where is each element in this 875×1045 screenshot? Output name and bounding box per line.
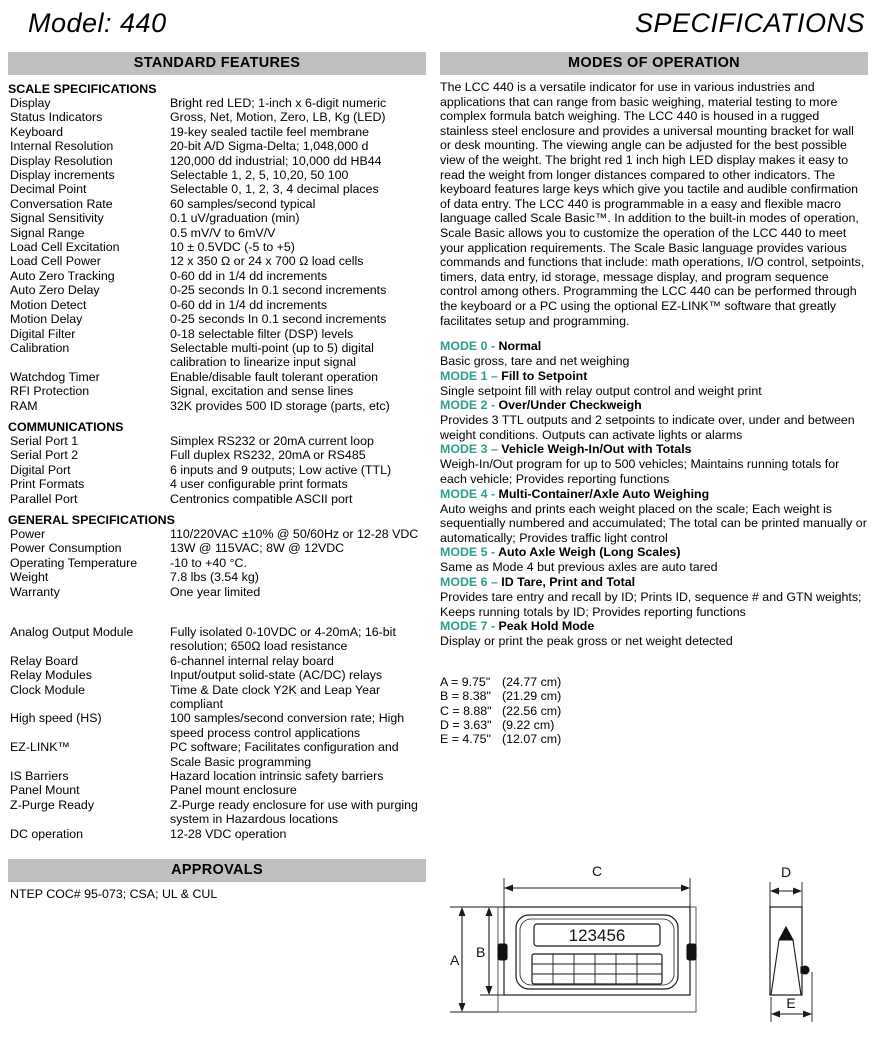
spec-row-value: 0-60 dd in 1/4 dd increments	[170, 297, 328, 312]
spec-table	[8, 434, 426, 506]
spec-row-key: Power Consumption	[10, 541, 122, 556]
spec-row	[8, 254, 426, 268]
spec-row-value: Selectable 1, 2, 5, 10,20, 50 100	[170, 168, 349, 183]
side-outer-body	[770, 907, 802, 995]
drawing-svg	[440, 860, 870, 1040]
spec-row-key: Power	[10, 526, 46, 541]
spec-row-key: Relay Board	[10, 653, 79, 668]
arrow-e-left	[771, 1011, 780, 1018]
dimension-row	[440, 689, 868, 703]
dimension-label: B = 8.38"	[440, 689, 491, 704]
mode-separator: -	[487, 339, 499, 354]
spec-row	[8, 283, 426, 297]
spec-row	[8, 527, 426, 541]
spec-row-key: Keyboard	[10, 124, 64, 139]
mode-heading	[440, 545, 868, 560]
spec-row-value: 20-bit A/D Sigma-Delta; 1,048,000 d	[170, 139, 369, 154]
spec-row-value: Panel mount enclosure	[170, 783, 297, 798]
spec-row-key: Internal Resolution	[10, 139, 114, 154]
spec-row	[8, 384, 426, 398]
mode-heading	[440, 339, 868, 354]
mode-description: Basic gross, tare and net weighing	[440, 354, 630, 369]
spec-row-value: Input/output solid-state (AC/DC) relays	[170, 668, 383, 683]
spec-row-value: 60 samples/second typical	[170, 196, 316, 211]
right-column	[440, 52, 868, 747]
spec-row	[8, 448, 426, 462]
spec-row-value: Selectable multi-point (up to 5) digital calibration to linearize input signal	[170, 340, 374, 370]
dimension-row	[440, 718, 868, 732]
spec-row-value: 32K provides 500 ID storage (parts, etc)	[170, 398, 390, 413]
spec-row	[8, 399, 426, 413]
arrow-e-right	[803, 1011, 812, 1018]
modes-of-operation-bar: MODES OF OPERATION	[440, 52, 868, 75]
spec-row-value: PC software; Facilitates configuration and Scale Basic programming	[170, 740, 399, 769]
spec-row-value: 0.1 uV/graduation (min)	[170, 211, 300, 226]
mode-name: Normal	[498, 339, 542, 354]
spec-row-value: 12 x 350 Ω or 24 x 700 Ω load cells	[170, 254, 364, 269]
mode-heading	[440, 487, 868, 502]
spec-row	[8, 240, 426, 254]
spec-group-heading: SCALE SPECIFICATIONS	[8, 82, 157, 96]
arrow-a-bottom	[459, 1003, 466, 1012]
mode-description: Weigh-In/Out program for up to 500 vehicles; Maintains running totals for each vehicle; Provides reporting functions	[440, 457, 840, 487]
spec-row-value: Signal, excitation and sense lines	[170, 384, 354, 399]
mode-number: MODE 4	[440, 486, 488, 501]
spec-row-value: 13W @ 115VAC; 8W @ 12VDC	[170, 541, 345, 556]
left-spec-groups	[8, 82, 426, 841]
spec-row-key: Display Resolution	[10, 153, 113, 168]
spec-row	[8, 477, 426, 491]
spec-row-key: Serial Port 1	[10, 433, 79, 448]
spec-row-value: Hazard location intrinsic safety barriers	[170, 769, 384, 784]
spec-row	[8, 827, 426, 841]
spec-row-key: Signal Sensitivity	[10, 211, 104, 226]
spec-row-value: Simplex RS232 or 20mA current loop	[170, 433, 374, 448]
spec-row	[8, 298, 426, 312]
spec-row	[8, 125, 426, 139]
arrow-c-right	[681, 885, 690, 892]
dimension-metric: (21.29 cm)	[502, 689, 562, 704]
spec-row	[8, 668, 426, 682]
mode-separator: -	[487, 486, 499, 501]
spec-row-key: Clock Module	[10, 682, 86, 697]
mode-heading	[440, 369, 868, 384]
dimension-row	[440, 732, 868, 746]
mode-number: MODE 6	[440, 575, 488, 590]
spec-row	[8, 269, 426, 283]
spec-row-value: 6-channel internal relay board	[170, 653, 334, 668]
mount-knob-left	[498, 944, 507, 960]
spec-row-value: Full duplex RS232, 20mA or RS485	[170, 448, 366, 463]
spec-row-key: Auto Zero Delay	[10, 283, 100, 298]
spec-row-key: Load Cell Excitation	[10, 240, 120, 255]
spec-row-key: Print Formats	[10, 477, 85, 492]
spec-row	[8, 570, 426, 584]
mode-description: Single setpoint fill with relay output control and weight print	[440, 383, 762, 398]
spec-table	[8, 96, 426, 413]
spec-row-key: Warranty	[10, 584, 60, 599]
spec-row-key: DC operation	[10, 826, 84, 841]
spec-row-key: Display increments	[10, 168, 115, 183]
dimension-metric: (9.22 cm)	[502, 718, 555, 733]
dim-label-e: E	[786, 995, 796, 1011]
spec-row-key: RFI Protection	[10, 384, 90, 399]
spec-row-value: 120,000 dd industrial; 10,000 dd HB44	[170, 153, 382, 168]
mode-heading	[440, 619, 868, 634]
spec-row-value: 0-25 seconds In 0.1 second increments	[170, 312, 387, 327]
mode-description: Same as Mode 4 but previous axles are auto tared	[440, 560, 718, 575]
spec-row-value: -10 to +40 °C.	[170, 555, 247, 570]
spec-row	[8, 463, 426, 477]
mode-number: MODE 0	[440, 339, 488, 354]
spec-row-key: Auto Zero Tracking	[10, 268, 115, 283]
mode-number: MODE 1	[440, 368, 488, 383]
spec-row	[8, 769, 426, 783]
spec-table	[8, 625, 426, 841]
spec-row-value: Bright red LED; 1-inch x 6-digit numeric	[170, 96, 387, 110]
mount-knob-right	[687, 944, 696, 960]
side-tip	[779, 927, 793, 940]
mode-number: MODE 2	[440, 398, 488, 413]
mode-number: MODE 7	[440, 619, 488, 634]
spec-row	[8, 312, 426, 326]
dimension-row	[440, 704, 868, 718]
dimension-metric: (12.07 cm)	[502, 732, 562, 747]
spec-row-key: Status Indicators	[10, 110, 103, 125]
spec-row-value: 100 samples/second conversion rate; High speed process control applications	[170, 711, 405, 740]
spec-row-value: 4 user configurable print formats	[170, 477, 348, 492]
spec-row-value: Enable/disable fault tolerant operation	[170, 369, 379, 384]
keypad-outline	[532, 954, 662, 984]
dim-label-a: A	[450, 952, 460, 968]
mode-description: Provides tare entry and recall by ID; Prints ID, sequence # and GTN weights; Keeps running totals by ID; Provides reporting functions	[440, 590, 862, 619]
spec-row	[8, 211, 426, 225]
spec-row	[8, 434, 426, 448]
spec-group-gap	[8, 599, 426, 625]
mode-name: Vehicle Weigh-In/Out with Totals	[501, 442, 692, 457]
spec-row	[8, 492, 426, 506]
mode-description: Auto weighs and prints each weight placed on the scale; Each weight is sequentially numbered and accumulated; The total can be printed manually or automatically; Provides traffic light control	[440, 501, 867, 545]
spec-row	[8, 96, 426, 110]
page-title-row	[0, 6, 875, 48]
spec-row-value: Time & Date clock Y2K and Leap Year compliant	[170, 682, 381, 712]
intro-paragraph: The LCC 440 is a versatile indicator for use in various industries and applications that can range from basic weighing, material testing to more complex formula batch weighing. The LCC 440 is housed in a rugged stainless steel enclosure and provides a universal mounting bracket for wall or desk mounting. The viewing angle can be adjusted for the best possible view of the weight. The bright red 1 inch high LED display makes it easy to read the weight from longer distances compared to other indicators. The keyboard features large keys which give you tactile and audible confirmation of data entry. The LCC 440 is programmable in a easy and flexible macro language called Scale Basic™. In addition to the built-in modes of operation, Scale Basic allows you to customize the operation of the LCC 440 to meet your application requirements. The Scale Basic language provides various commands and functions that include: math operations, I/O control, setpoints, timers, data entry, id storage, message display, and program sequence control among others. Programming the LCC 440 can be performed through the keyboard or a PC using the optional EZ-LINK™ software that greatly facilitates setup and programming.	[440, 80, 865, 328]
spec-table	[8, 527, 426, 599]
spec-row	[8, 197, 426, 211]
mode-number: MODE 5	[440, 545, 488, 560]
mode-name: ID Tare, Print and Total	[501, 575, 636, 590]
mode-number: MODE 3	[440, 442, 488, 457]
spec-group-heading: GENERAL SPECIFICATIONS	[8, 512, 175, 527]
spec-row-key: Motion Delay	[10, 312, 83, 327]
dimension-metric: (24.77 cm)	[502, 674, 562, 689]
spec-row-key: Parallel Port	[10, 491, 78, 506]
spec-row-value: Fully isolated 0-10VDC or 4-20mA; 16-bit resolution; 650Ω load resistance	[170, 625, 396, 654]
arrow-d-right	[793, 888, 802, 895]
spec-row	[8, 654, 426, 668]
spec-row	[8, 226, 426, 240]
mode-separator: -	[487, 619, 499, 634]
spec-row	[8, 341, 426, 370]
spec-row-key: Signal Range	[10, 225, 85, 240]
spec-row	[8, 110, 426, 124]
spec-row-key: Decimal Point	[10, 182, 87, 197]
spec-row-key: EZ-LINK™	[10, 740, 70, 755]
mode-name: Fill to Setpoint	[501, 368, 588, 383]
mode-description: Display or print the peak gross or net weight detected	[440, 634, 733, 649]
dimension-label: E = 4.75"	[440, 732, 491, 747]
spec-row-value: 10 ± 0.5VDC (-5 to +5)	[170, 240, 295, 255]
spec-row-value: Gross, Net, Motion, Zero, LB, Kg (LED)	[170, 110, 386, 125]
mode-heading	[440, 442, 868, 457]
arrow-a-top	[459, 907, 466, 916]
side-wedge	[771, 940, 801, 995]
mode-separator: –	[487, 575, 502, 590]
spec-row	[8, 182, 426, 196]
spec-row-value: 0-18 selectable filter (DSP) levels	[170, 326, 354, 341]
spec-row-value: 6 inputs and 9 outputs; Low active (TTL)	[170, 462, 392, 477]
standard-features-bar: STANDARD FEATURES	[8, 52, 426, 75]
spec-row-key: High speed (HS)	[10, 711, 102, 726]
spec-row-key: Calibration	[10, 340, 70, 355]
dimension-row	[440, 675, 868, 689]
spec-row-value: 0-25 seconds In 0.1 second increments	[170, 283, 387, 298]
spec-row-value: 110/220VAC ±10% @ 50/60Hz or 12-28 VDC	[170, 526, 419, 541]
spec-row	[8, 168, 426, 182]
left-column	[8, 52, 426, 901]
spec-row-key: Motion Detect	[10, 297, 87, 312]
mode-description: Provides 3 TTL outputs and 2 setpoints to indicate over, under and between weight conditions. Outputs can activate lights or alarms	[440, 413, 855, 442]
spec-row	[8, 327, 426, 341]
spec-row	[8, 541, 426, 555]
spec-row	[8, 783, 426, 797]
spec-row	[8, 711, 426, 740]
spec-row	[8, 370, 426, 384]
spec-row-key: Display	[10, 96, 51, 110]
spec-row-key: Load Cell Power	[10, 254, 101, 269]
dimension-label: C = 8.88"	[440, 703, 492, 718]
dim-label-d: D	[780, 864, 792, 880]
spec-row-key: RAM	[10, 398, 38, 413]
spec-row-key: IS Barriers	[10, 769, 69, 784]
spec-row-value: 12-28 VDC operation	[170, 826, 287, 841]
side-knob-stem	[801, 967, 806, 973]
modes-list	[440, 339, 868, 649]
spec-row-value: One year limited	[170, 584, 261, 599]
arrow-c-left	[504, 885, 513, 892]
spec-row-value: 7.8 lbs (3.54 kg)	[170, 570, 259, 585]
spec-row-key: Watchdog Timer	[10, 369, 100, 384]
dim-label-c: C	[591, 863, 603, 879]
front-backplate	[498, 907, 696, 1012]
spec-row-value: 0-60 dd in 1/4 dd increments	[170, 268, 328, 283]
spec-row	[8, 625, 426, 654]
mode-name: Over/Under Checkweigh	[498, 398, 642, 413]
spec-row	[8, 683, 426, 712]
spec-row-key: Analog Output Module	[10, 625, 134, 639]
dimensions-list	[440, 675, 868, 747]
model-title: Model: 440	[28, 8, 167, 38]
spec-group-heading: COMMUNICATIONS	[8, 419, 124, 434]
dimension-label: A = 9.75"	[440, 674, 491, 689]
spec-row	[8, 154, 426, 168]
mode-separator: -	[487, 398, 499, 413]
arrow-b-bottom	[486, 986, 493, 995]
spec-row	[8, 798, 426, 827]
mode-name: Multi-Container/Axle Auto Weighing	[498, 486, 710, 501]
spec-row-value: Selectable 0, 1, 2, 3, 4 decimal places	[170, 182, 379, 197]
mode-heading	[440, 575, 868, 590]
mode-name: Peak Hold Mode	[498, 619, 595, 634]
mode-name: Auto Axle Weigh (Long Scales)	[498, 545, 681, 560]
spec-row-value: Centronics compatible ASCII port	[170, 491, 353, 506]
approvals-bar: APPROVALS	[8, 859, 426, 882]
spec-row-value: Z-Purge ready enclosure for use with purging system in Hazardous locations	[170, 797, 418, 827]
specifications-title: SPECIFICATIONS	[634, 8, 865, 38]
arrow-b-top	[486, 907, 493, 916]
spec-row-key: Weight	[10, 570, 49, 585]
spec-row-key: Digital Filter	[10, 326, 76, 341]
approvals-text: NTEP COC# 95-073; CSA; UL & CUL	[10, 887, 218, 902]
mode-separator: –	[487, 368, 502, 383]
spec-row	[8, 585, 426, 599]
spec-row	[8, 139, 426, 153]
spec-row-key: Operating Temperature	[10, 555, 138, 570]
spec-row-value: 19-key sealed tactile feel membrane	[170, 124, 370, 139]
spec-row-key: Digital Port	[10, 462, 71, 477]
mode-heading	[440, 398, 868, 413]
display-digits: 123456	[568, 926, 626, 945]
spec-row-value: 0.5 mV/V to 6mV/V	[170, 225, 276, 240]
spec-row	[8, 556, 426, 570]
spec-row-key: Conversation Rate	[10, 196, 113, 211]
arrow-d-left	[770, 888, 779, 895]
mode-separator: -	[487, 545, 499, 560]
spec-row-key: Panel Mount	[10, 783, 80, 798]
dim-label-b: B	[476, 944, 486, 960]
spec-row-key: Z-Purge Ready	[10, 797, 95, 812]
dimension-metric: (22.56 cm)	[502, 703, 562, 718]
spec-row-key: Serial Port 2	[10, 448, 79, 463]
mode-separator: –	[487, 442, 502, 457]
dimension-label: D = 3.63"	[440, 718, 492, 733]
enclosure-dimension-drawing	[440, 860, 870, 1040]
spec-row-key: Relay Modules	[10, 668, 92, 683]
spec-row	[8, 740, 426, 769]
